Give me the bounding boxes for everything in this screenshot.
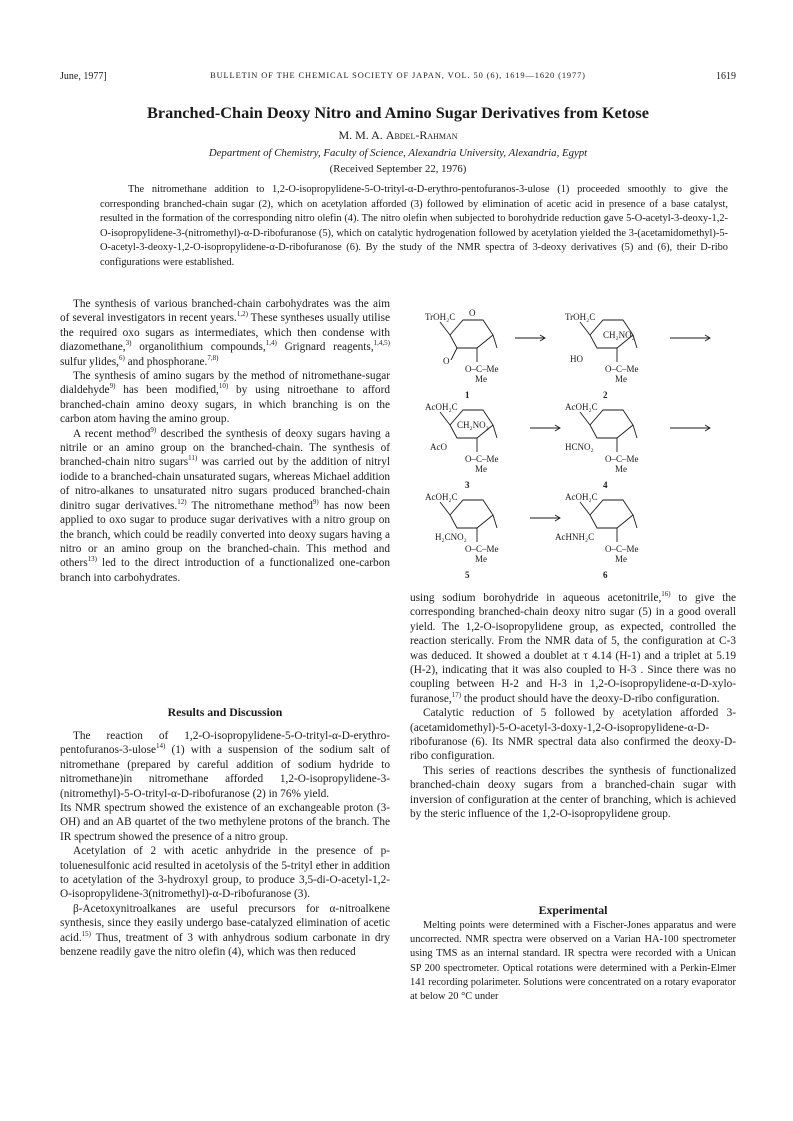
svg-text:O: O (443, 356, 450, 366)
experimental-heading: Experimental (538, 903, 608, 917)
experimental-paragraph: Melting points were determined with a Fischer-Jones apparatus and were uncorrected. NMR spectra were observed on a Varian HA-100 spectrometer using TMS as an internal standard. IR spectra were recorded with a Unican SP 200 spectrometer. Optical rotations were determined with a Perkin-Elmer 141 recording polarimeter. Solutions were concentrated on a rotary evaporator at below 20 °C under (410, 920, 736, 1003)
svg-text:O–C–Me: O–C–Me (605, 364, 639, 374)
results-paragraph: β-Acetoxynitroalkanes are useful precursors for α-nitroalkene synthesis, since they easily undergo base-catalyzed elimination of acetic acid.$^{15)}$ Thus, treatment of 3 with anhydrous sodium carbonate in dry benzene readily gave the nitro olefin (4), which was then reduced (60, 902, 390, 959)
results-paragraph: The reaction of 1,2-O-isopropylidene-5-O-trityl-α-D-erythro-pentofuranos-3-ulose$^{14)}$ (1) with a suspension of the sodium salt of nitromethane (prepared by careful addition of sodium hydride to nitromethane)in nitromethane afforded 1,2-O-isopropylidene-3-(nitromethyl)-5-O-trityl-α-D-ribofuranose (2) in 76% yield. (60, 730, 390, 800)
discussion-paragraph: Catalytic reduction of 5 followed by acetylation afforded 3-(acetamidomethyl)-5-O-acetyl-3-doxy-1,2-O-isopropylidene-α-D-ribofuranose (6). Its NMR spectral data also confirmed the deoxy-D-ribo configuration. (410, 707, 736, 763)
page-number: 1619 (716, 71, 736, 82)
author-initials: M. M. A. (338, 128, 386, 142)
svg-text:AcOH₂C: AcOH₂C (565, 402, 598, 412)
discussion-paragraph: using sodium borohydride in aqueous acetonitrile,$^{16)}$ to give the corresponding branched-chain deoxy nitro sugar (5) in a good overall yield. The 1,2-O-isopropylidene group, as expected, controlled the reaction sterically. From the NMR data of 5, the configuration at C-3 was deduced. It showed a doublet at τ 4.14 (H-1) and a triplet at 5.19 (H-2), indicating that it was also coupled to H-3 . Since there was no coupling between H-2 and H-3 in 1,2-O-isopropylidene-α-D-xylo-furanose,$^{17)}$ the product should have the deoxy-D-ribo configuration. (410, 590, 736, 705)
svg-text:AcOH₂C: AcOH₂C (565, 492, 598, 502)
issue-date: June, 1977] (60, 71, 107, 82)
svg-text:2: 2 (603, 390, 608, 400)
svg-text:O: O (469, 308, 476, 318)
svg-text:O–C–Me: O–C–Me (465, 544, 499, 554)
author (60, 128, 736, 143)
abstract: The nitromethane addition to 1,2-O-isopropylidene-5-O-trityl-α-D-erythro-pentofuranos-3-ulose (1) proceeded smoothly to give the corresponding branched-chain sugar (2), which on acetylation afforded (3) followed by elimination of acetic acid in presence of a base catalyst, resulted in the formation of the corresponding nitro olefin (4). The nitro olefin when subjected to borohydride reduction gave 5-O-acetyl-3-deoxy-1,2-O-isopropylidene-3-(nitromethyl)-α-D-ribofuranose (5), which on catalytic hydrogenation followed by acetylation yielded the 3-(acetamidomethyl)-5-O-acetyl-3-deoxy-1,2-O-isopropylidene-α-D-ribofuranose (6). By the study of the NMR spectra of 3-deoxy derivatives (5) and (6), their D-ribo configurations were established. (100, 184, 728, 268)
author-surname: Abdel-Rahman (385, 128, 458, 142)
results-column (60, 729, 390, 960)
svg-text:CH₂NO₂: CH₂NO₂ (457, 420, 489, 430)
reaction-scheme-drawing (405, 300, 735, 585)
intro-paragraph: The synthesis of various branched-chain carbohydrates was the aim of several investigators in recent years.$^{1,2)}$ These syntheses usually utilise the required oxo sugars as intermediates, which then condense with diazomethane,$^{3)}$ organolithium compounds,$^{1,4)}$ Grignard reagents,$^{1,4,5)}$ sulfur ylides,$^{6)}$ and phosphorane.$^{7,8)}$ (60, 298, 390, 368)
results-paragraph: Acetylation of 2 with acetic anhydride in the presence of p-toluenesulfonic acid resulted in acetolysis of the 5-trityl ether in addition to acetylation of the 3-hydroxyl group, to produce 3,5-di-O-acetyl-1,2-O-isopropylidene-3(nitromethyl)-α-D-ribofuranose (3). (60, 845, 390, 901)
svg-text:AcHNH₂C: AcHNH₂C (555, 532, 595, 542)
reaction-scheme (405, 300, 735, 585)
svg-text:HCNO₂: HCNO₂ (565, 442, 594, 452)
svg-text:3: 3 (465, 480, 470, 490)
svg-text:O–C–Me: O–C–Me (605, 454, 639, 464)
results-paragraph: Its NMR spectrum showed the existence of an exchangeable proton (3-OH) and an AB quartet of the two methylene protons of the branch. The IR spectrum showed the presence of a nitro group. (60, 802, 390, 843)
discussion-column (410, 591, 736, 822)
svg-text:AcO: AcO (430, 442, 447, 452)
svg-text:HO: HO (570, 354, 583, 364)
svg-text:AcOH₂C: AcOH₂C (425, 492, 458, 502)
svg-text:Me: Me (615, 374, 627, 384)
article-title: Branched-Chain Deoxy Nitro and Amino Sugar Derivatives from Ketose (147, 103, 649, 122)
svg-text:Me: Me (615, 464, 627, 474)
results-heading: Results and Discussion (167, 705, 283, 719)
svg-text:4: 4 (603, 480, 608, 490)
intro-paragraph: The synthesis of amino sugars by the method of nitromethane-sugar dialdehyde$^{9)}$ has been modified,$^{10)}$ by using nitroethane to afford branched-chain amino deoxy sugars, in which branching is on the carbon atom having the amino group. (60, 370, 390, 426)
svg-text:H₂CNO₂: H₂CNO₂ (435, 532, 467, 542)
experimental-column (410, 919, 736, 1004)
svg-text:6: 6 (603, 570, 608, 580)
discussion-paragraph: This series of reactions describes the synthesis of functionalized branched-chain deoxy sugars from a branched-chain sugar with inversion of configuration at the center of branching, which is achieved by the steric influence of the 1,2-O-isopropylidene group. (410, 764, 736, 821)
svg-text:Me: Me (475, 464, 487, 474)
intro-paragraph: A recent method$^{9)}$ described the synthesis of deoxy sugars having a nitrile or an amino group on the branched-chain. The synthesis of branched-chain nitro sugars$^{11)}$ was carried out by the addition of nitryl iodide to a branched-chain unsaturated sugars, whereas Michael addition of nitro-alkanes to unsaturated nitro sugars produced branched-chain dinitro sugar derivatives.$^{12)}$ The nitromethane method$^{9)}$ has now been applied to oxo sugar to produce sugar derivatives with a nitro group on the branch, which could be readily converted into deoxy sugars having a nitro or an amino group on the branched-chain. This method and others$^{13)}$ led to the direct introduction of a functionalized one-carbon branch into carbohydrates. (60, 425, 391, 584)
journal-citation: BULLETIN OF THE CHEMICAL SOCIETY OF JAPAN, VOL. 50 (6), 1619—1620 (1977) (210, 71, 586, 80)
svg-text:O–C–Me: O–C–Me (465, 364, 499, 374)
furanose-ring (450, 320, 493, 348)
svg-text:O–C–Me: O–C–Me (465, 454, 499, 464)
svg-text:CH₂NO₂: CH₂NO₂ (603, 330, 635, 340)
running-header (60, 71, 736, 85)
svg-text:1: 1 (465, 390, 470, 400)
svg-text:O–C–Me: O–C–Me (605, 544, 639, 554)
svg-text:Me: Me (615, 554, 627, 564)
svg-text:5: 5 (465, 570, 470, 580)
svg-text:Me: Me (475, 554, 487, 564)
affiliation: Department of Chemistry, Faculty of Science, Alexandria University, Alexandria, Egypt (208, 147, 588, 159)
received-date: (Received September 22, 1976) (329, 163, 467, 175)
svg-text:AcOH₂C: AcOH₂C (425, 402, 458, 412)
svg-text:TrOH₂C: TrOH₂C (425, 312, 456, 322)
svg-text:Me: Me (475, 374, 487, 384)
intro-column (60, 297, 390, 585)
svg-text:TrOH₂C: TrOH₂C (565, 312, 596, 322)
